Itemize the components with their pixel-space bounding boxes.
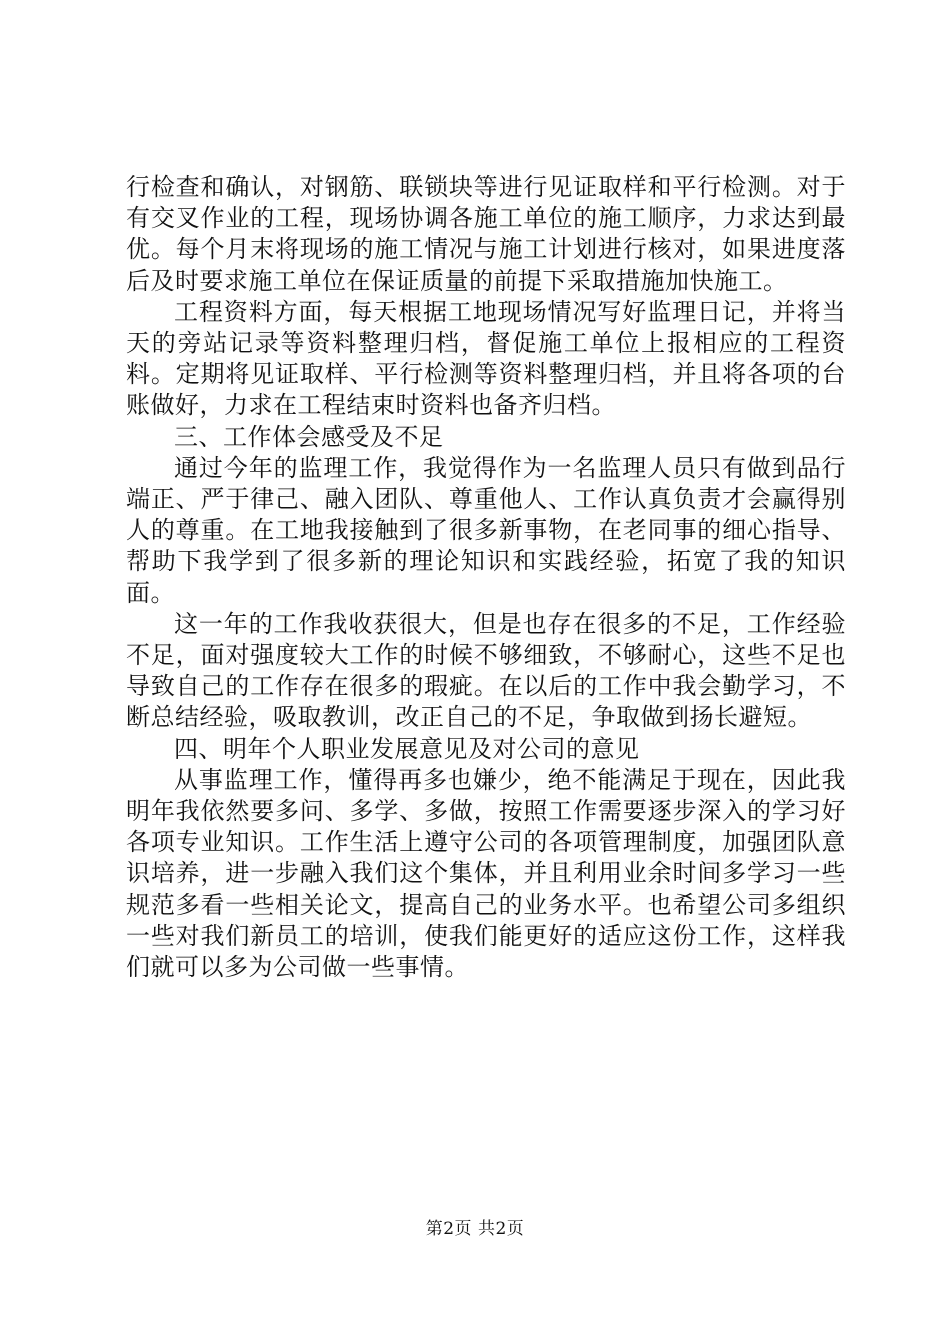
paragraph-continued: 行检查和确认，对钢筋、联锁块等进行见证取样和平行检测。对于有交叉作业的工程，现场协调各施工单位的施工顺序，力求达到最优。每个月末将现场的施工情况与施工计划进行核对，如果进度落后及时要求施工单位在保证质量的前提下采取措施加快施工。 [126,173,846,295]
paragraph-engineering-documents: 工程资料方面，每天根据工地现场情况写好监理日记，并将当天的旁站记录等资料整理归档，督促施工单位上报相应的工程资料。定期将见证取样、平行检测等资料整理归档，并且将各项的台账做好，力求在工程结束时资料也备齐归档。 [126,297,846,420]
paragraph-shortcomings: 这一年的工作我收获很大，但是也存在很多的不足，工作经验不足，面对强度较大工作的时候不够细致，不够耐心，这些不足也导致自己的工作存在很多的瑕疵。在以后的工作中我会勤学习，不断总结经验，吸取教训，改正自己的不足，争取做到扬长避短。 [126,609,846,732]
section-heading-4: 四、明年个人职业发展意见及对公司的意见 [174,734,640,763]
paragraph-next-year-plan: 从事监理工作，懂得再多也嫌少，绝不能满足于现在，因此我明年我依然要多问、多学、多做，按照工作需要逐步深入的学习好各项专业知识。工作生活上遵守公司的各项管理制度，加强团队意识培养，进一步融入我们这个集体，并且利用业余时间多学习一些规范多看一些相关论文，提高自己的业务水平。也希望公司多组织一些对我们新员工的培训，使我们能更好的适应这份工作，这样我们就可以多为公司做一些事情。 [126,765,846,982]
section-heading-3: 三、工作体会感受及不足 [174,422,444,451]
document-body [126,172,846,983]
page-number-footer: 第2页 共2页 [425,1219,525,1239]
paragraph-experience: 通过今年的监理工作，我觉得作为一名监理人员只有做到品行端正、严于律己、融入团队、尊重他人、工作认真负责才会赢得别人的尊重。在工地我接触到了很多新事物，在老同事的细心指导、帮助下我学到了很多新的理论知识和实践经验，拓宽了我的知识面。 [126,453,846,607]
